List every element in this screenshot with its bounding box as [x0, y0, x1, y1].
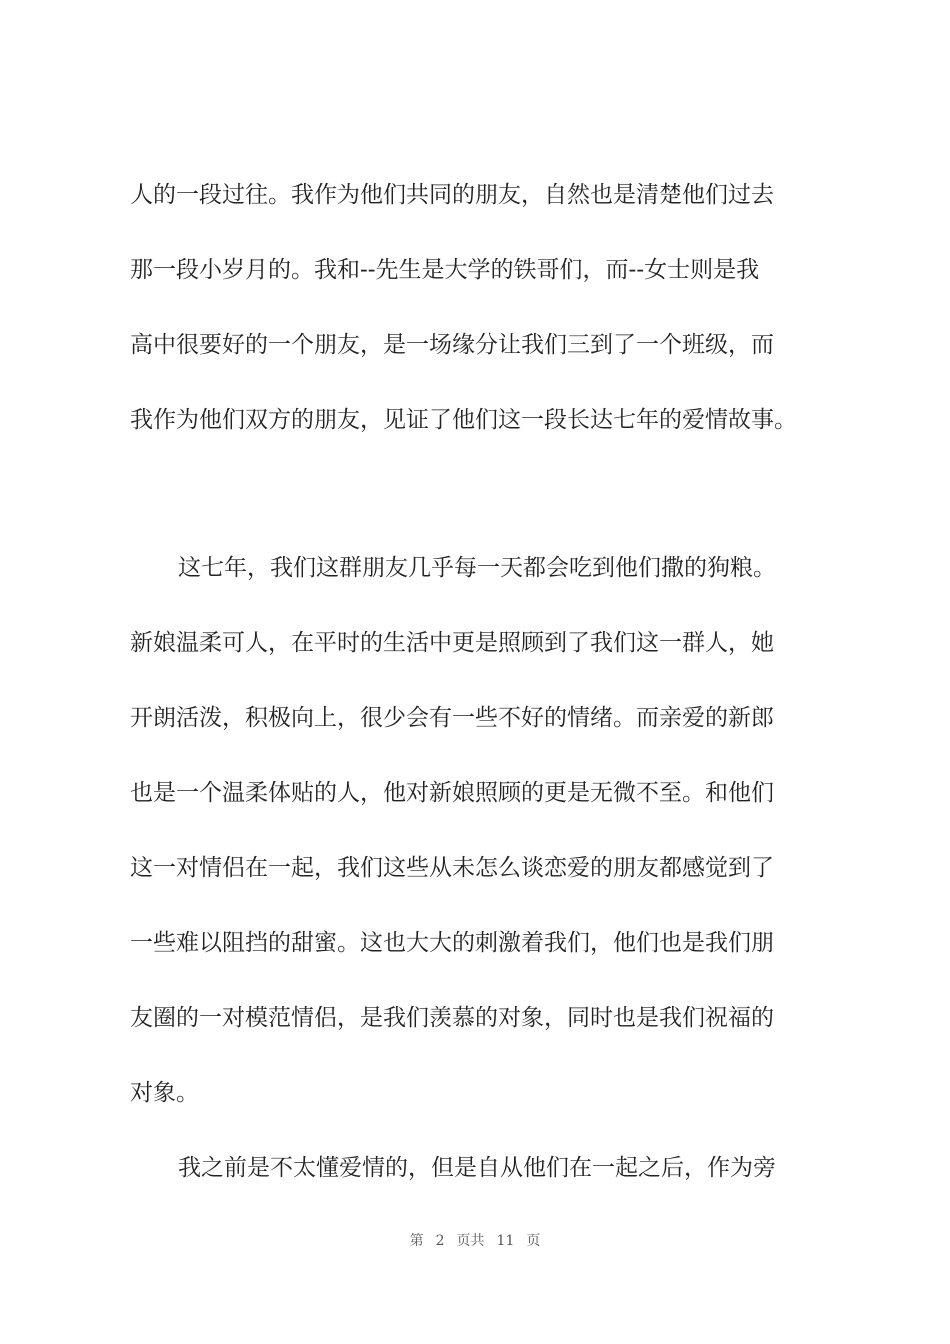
- text-line: 那一段小岁月的。我和--先生是大学的铁哥们，而--女士则是我: [130, 257, 760, 283]
- paragraph-3: [130, 1153, 842, 1228]
- text-line: 对象。: [130, 1080, 199, 1106]
- text-line: 这一对情侣在一起，我们这些从未怎么谈恋爱的朋友都感觉到了: [130, 855, 774, 881]
- footer-middle: 页共: [456, 1233, 485, 1249]
- text-line: 人的一段过往。我作为他们共同的朋友，自然也是清楚他们过去: [130, 182, 774, 208]
- paragraph-2: [130, 553, 842, 1153]
- footer-suffix: 页: [526, 1233, 541, 1249]
- text-line: 新娘温柔可人，在平时的生活中更是照顾到了我们这一群人，她: [130, 630, 774, 656]
- text-line: 我之前是不太懂爱情的，但是自从他们在一起之后，作为旁: [178, 1155, 776, 1181]
- text-line: 也是一个温柔体贴的人，他对新娘照顾的更是无微不至。和他们: [130, 780, 774, 806]
- footer-page-number: 2: [435, 1233, 445, 1249]
- page-footer: [0, 1230, 950, 1250]
- footer-total-pages: 11: [496, 1233, 515, 1249]
- text-line: 友圈的一对模范情侣，是我们羡慕的对象，同时也是我们祝福的: [130, 1005, 774, 1031]
- text-line: 这七年，我们这群朋友几乎每一天都会吃到他们撒的狗粮。: [178, 555, 776, 581]
- text-line: 高中很要好的一个朋友，是一场缘分让我们三到了一个班级，而: [130, 332, 774, 358]
- footer-prefix: 第: [409, 1233, 424, 1249]
- text-line: 我作为他们双方的朋友，见证了他们这一段长达七年的爱情故事。: [130, 407, 797, 433]
- text-line: 开朗活泼，积极向上，很少会有一些不好的情绪。而亲爱的新郎: [130, 705, 774, 731]
- paragraph-1: [130, 180, 842, 480]
- text-line: 一些难以阻挡的甜蜜。这也大大的刺激着我们，他们也是我们朋: [130, 930, 774, 956]
